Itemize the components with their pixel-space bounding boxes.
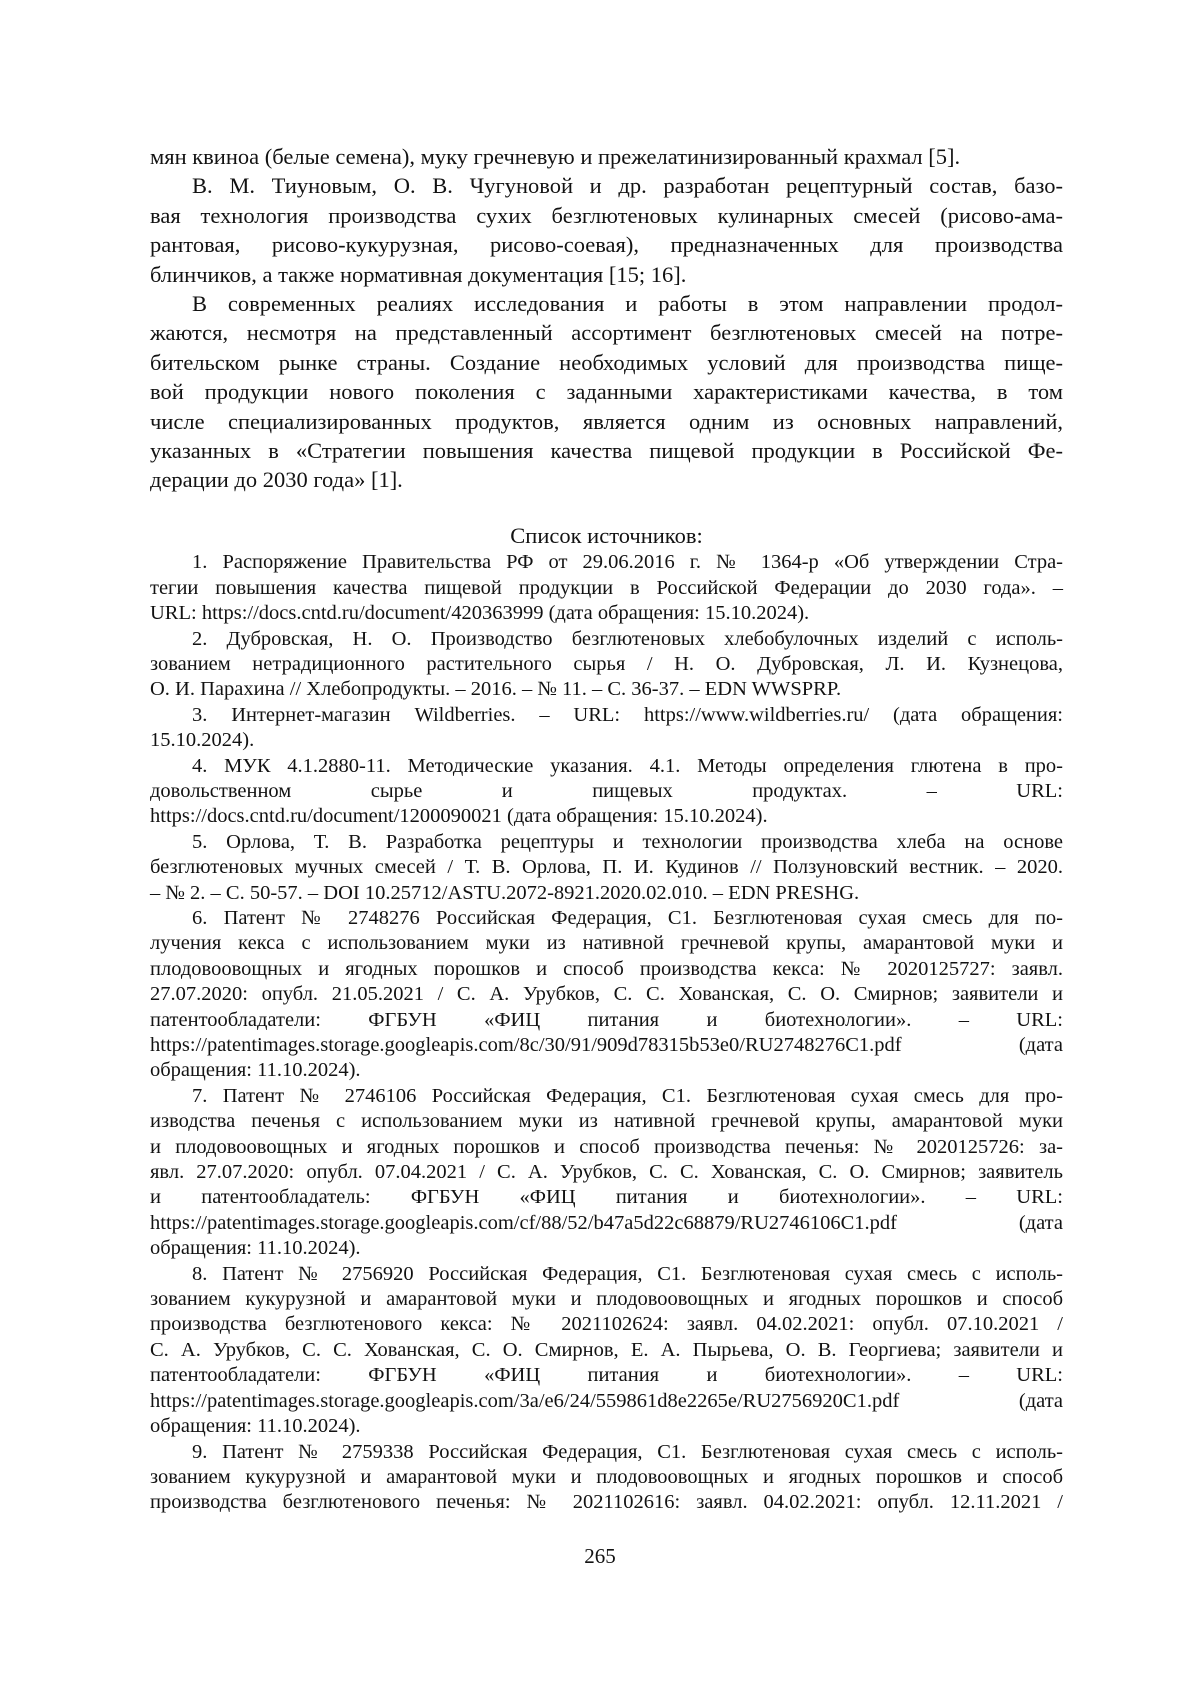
text-line: безглютеновых мучных смесей / Т. В. Орлова, П. И. Кудинов // Ползуновский вестник. – 2020. (150, 856, 1063, 879)
reference-item (150, 1084, 1063, 1262)
text-line: изводства печенья с использованием муки из нативной гречневой крупы, амарантовой муки (150, 1110, 1063, 1133)
text-line: 15.10.2024). (150, 729, 255, 752)
text-line: С. А. Урубков, С. С. Хованская, С. О. Смирнов, Е. А. Пырьева, О. В. Георгиева; заявители и (150, 1338, 1063, 1361)
text-line: 8. Патент № 2756920 Российская Федерация, С1. Безглютеновая сухая смесь с исполь- (192, 1262, 1063, 1285)
reference-item (150, 627, 1063, 703)
text-line: В современных реалиях исследования и работы в этом направлении продол- (192, 291, 1063, 317)
text-line: рантовая, рисово-кукурузная, рисово-соевая), предназначенных для производства (150, 232, 1063, 258)
page-content (150, 142, 1063, 1516)
body-paragraph (150, 289, 1063, 495)
body-paragraph (150, 142, 1063, 171)
text-line: плодовоовощных и ягодных порошков и способ производства кекса: № 2020125727: заявл. (150, 957, 1063, 980)
text-line: зованием кукурузной и амарантовой муки и плодовоовощных и ягодных порошков и способ (150, 1288, 1063, 1311)
text-line: производства безглютенового печенья: № 2021102616: заявл. 04.02.2021: опубл. 12.11.2021 / (150, 1491, 1063, 1514)
text-line: зованием нетрадиционного растительного сырья / Н. О. Дубровская, Л. И. Кузнецова, (150, 652, 1063, 675)
text-line: https://patentimages.storage.googleapis.com/3a/e6/24/559861d8e2265e/RU2756920C1.pdf (дата (150, 1389, 1063, 1412)
text-line: вой продукции нового поколения с заданными характеристиками качества, в том (150, 379, 1063, 405)
text-line: патентообладатели: ФГБУН «ФИЦ питания и биотехнологии». – URL: (150, 1364, 1063, 1387)
text-line: 3. Интернет-магазин Wildberries. – URL: https://www.wildberries.ru/ (дата обращения: (192, 703, 1063, 726)
text-line: – № 2. – С. 50-57. – DOI 10.25712/ASTU.2072-8921.2020.02.010. – EDN PRESHG. (150, 881, 860, 904)
text-line: лучения кекса с использованием муки из нативной гречневой крупы, амарантовой муки и (150, 932, 1063, 955)
text-line: О. И. Парахина // Хлебопродукты. – 2016. – № 11. – С. 36-37. – EDN WWSPRP. (150, 678, 842, 701)
reference-item (150, 830, 1063, 906)
text-line: обращения: 11.10.2024). (150, 1237, 361, 1260)
text-line: жаются, несмотря на представленный ассортимент безглютеновых смесей на потре- (150, 320, 1063, 346)
reference-item (150, 550, 1063, 626)
text-line: производства безглютенового кекса: № 2021102624: заявл. 04.02.2021: опубл. 07.10.2021 / (150, 1313, 1063, 1336)
reference-item (150, 1440, 1063, 1516)
text-line: патентообладатели: ФГБУН «ФИЦ питания и биотехнологии». – URL: (150, 1008, 1063, 1031)
text-line: https://patentimages.storage.googleapis.com/cf/88/52/b47a5d22c68879/RU2746106C1.pdf (дата (150, 1211, 1063, 1234)
text-line: 2. Дубровская, Н. О. Производство безглютеновых хлебобулочных изделий с исполь- (192, 627, 1063, 650)
text-line: довольственном сырье и пищевых продуктах. – URL: (150, 779, 1063, 802)
text-line: 4. МУК 4.1.2880-11. Методические указания. 4.1. Методы определения глютена в про- (192, 754, 1063, 777)
text-line: В. М. Тиуновым, О. В. Чугуновой и др. разработан рецептурный состав, базо- (192, 173, 1063, 199)
reference-item (150, 1262, 1063, 1440)
text-line: вая технология производства сухих безглютеновых кулинарных смесей (рисово-ама- (150, 202, 1063, 228)
page-number: 265 (584, 1544, 616, 1568)
text-line: обращения: 11.10.2024). (150, 1415, 361, 1438)
reference-item (150, 703, 1063, 754)
body-paragraph (150, 171, 1063, 289)
reference-item (150, 906, 1063, 1084)
text-line: указанных в «Стратегии повышения качества пищевой продукции в Российской Фе- (150, 438, 1063, 464)
text-line: дерации до 2030 года» [1]. (150, 467, 403, 493)
text-line: 1. Распоряжение Правительства РФ от 29.06.2016 г. № 1364-р «Об утверждении Стра- (192, 551, 1063, 574)
text-line: и патентообладатель: ФГБУН «ФИЦ питания и биотехнологии». – URL: (150, 1186, 1063, 1209)
text-line: 9. Патент № 2759338 Российская Федерация, С1. Безглютеновая сухая смесь с исполь- (192, 1440, 1063, 1463)
text-line: 7. Патент № 2746106 Российская Федерация, С1. Безглютеновая сухая смесь для про- (192, 1084, 1063, 1107)
text-line: https://docs.cntd.ru/document/1200090021 (дата обращения: 15.10.2024). (150, 805, 768, 828)
text-line: 27.07.2020: опубл. 21.05.2021 / С. А. Урубков, С. С. Хованская, С. О. Смирнов; заявители и (150, 983, 1063, 1006)
text-line: числе специализированных продуктов, является одним из основных направлений, (150, 408, 1063, 434)
text-line: https://patentimages.storage.googleapis.com/8c/30/91/909d78315b53e0/RU2748276C1.pdf (дата (150, 1034, 1063, 1056)
text-line: блинчиков, а также нормативная документация [15; 16]. (150, 261, 687, 287)
text-line: 6. Патент № 2748276 Российская Федерация, С1. Безглютеновая сухая смесь для по- (192, 906, 1063, 929)
text-line: бительском рынке страны. Создание необходимых условий для производства пище- (150, 349, 1063, 375)
text-line: 5. Орлова, Т. В. Разработка рецептуры и технологии производства хлеба на основе (192, 830, 1063, 853)
text-line: тегии повышения качества пищевой продукции в Российской Федерации до 2030 года». – (150, 576, 1063, 599)
text-line: мян квиноа (белые семена), муку гречневую и прежелатинизированный крахмал [5]. (150, 144, 961, 169)
text-line: обращения: 11.10.2024). (150, 1059, 361, 1082)
text-line: и плодовоовощных и ягодных порошков и способ производства печенья: № 2020125726: за- (150, 1135, 1063, 1158)
text-line: явл. 27.07.2020: опубл. 07.04.2021 / С. А. Урубков, С. С. Хованская, С. О. Смирнов; заявитель (150, 1161, 1063, 1184)
reference-item (150, 754, 1063, 830)
body-text-block (150, 142, 1063, 495)
references-list (150, 550, 1063, 1515)
text-line: URL: https://docs.cntd.ru/document/420363999 (дата обращения: 15.10.2024). (150, 602, 810, 625)
references-heading: Список источников: (510, 522, 703, 548)
text-line: зованием кукурузной и амарантовой муки и плодовоовощных и ягодных порошков и способ (150, 1465, 1063, 1488)
